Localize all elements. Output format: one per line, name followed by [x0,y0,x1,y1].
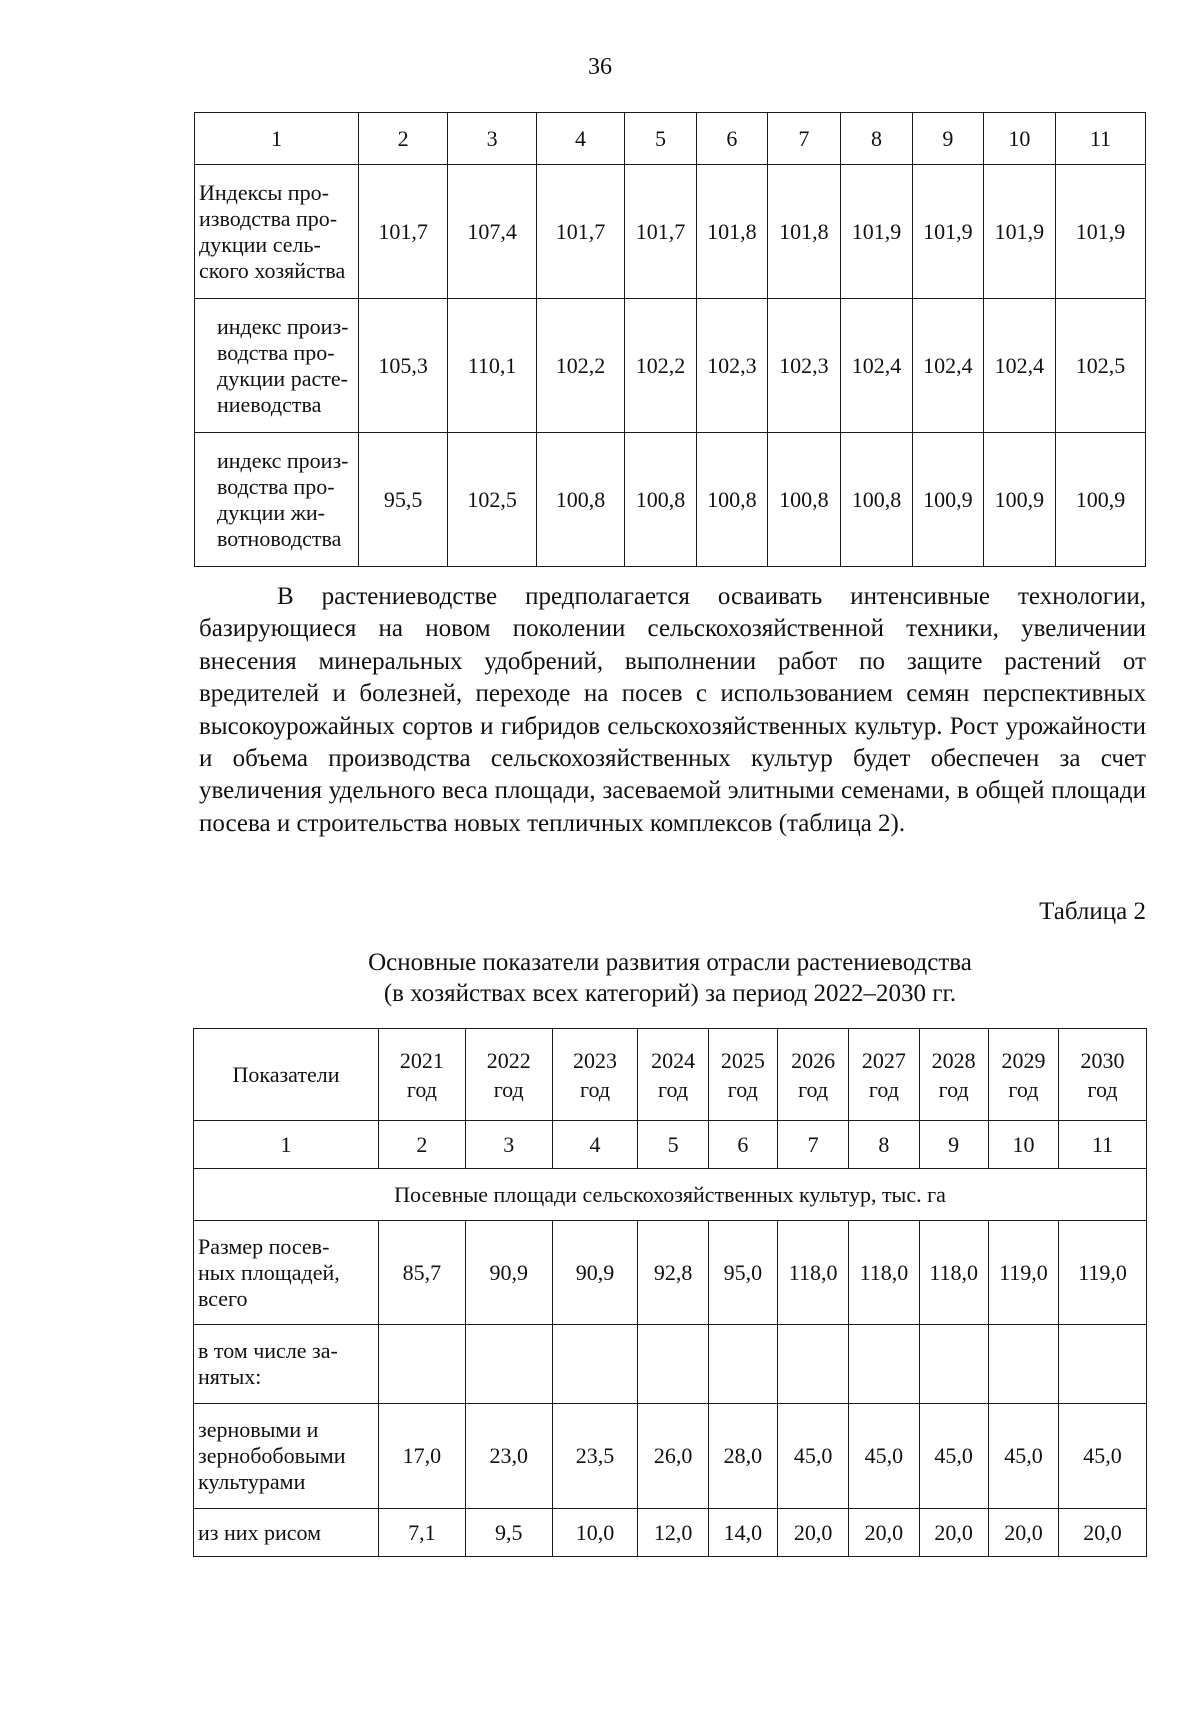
cell-value: 101,8 [767,165,840,299]
cell-value [379,1325,466,1404]
cell-value: 45,0 [849,1404,919,1509]
column-number: 4 [537,113,625,165]
cell-value: 102,5 [1055,299,1145,433]
row-label: Индексы про- изводства про- дукции сель- ского хозяйства [195,165,359,299]
cell-value: 100,8 [624,433,696,567]
cell-value: 118,0 [777,1221,848,1325]
table-row [194,1221,1147,1325]
cell-value: 102,4 [983,299,1055,433]
cell-value: 14,0 [708,1509,777,1557]
cell-value [849,1325,919,1404]
cell-value: 92,8 [638,1221,708,1325]
cell-value [988,1325,1058,1404]
cell-value: 101,7 [359,165,448,299]
table-row [195,165,1146,299]
cell-value: 9,5 [465,1509,552,1557]
column-number: 8 [849,1121,919,1169]
column-number: 7 [767,113,840,165]
cell-value: 100,8 [696,433,767,567]
column-number: 5 [638,1121,708,1169]
page-number: 36 [588,54,612,80]
cell-value: 101,7 [624,165,696,299]
cell-value: 95,5 [359,433,448,567]
cell-value: 7,1 [379,1509,466,1557]
cell-value: 45,0 [777,1404,848,1509]
cell-value: 119,0 [1059,1221,1147,1325]
cell-value: 102,2 [624,299,696,433]
cell-value: 100,8 [840,433,912,567]
column-number: 3 [465,1121,552,1169]
body-paragraph: В растениеводстве предполагается осваивать интенсивные технологии, базирующиеся на новом поколении сельскохозяйственной техники, увеличении внесения минеральных удобрений, выполнении работ по защите растений от вредителей и болезней, переходе на посев с использованием семян перспективных высокоурожайных сортов и гибридов сельскохозяйственных культур. Рост урожайности и объема производства сельскохозяйственных культур будет обеспечен за счет увеличения удельного веса площади, засеваемой элитными семенами, в общей площади посева и строительства новых тепличных комплексов (таблица 2). [199,583,1146,837]
table-header-row [194,1029,1147,1121]
cell-value: 102,3 [767,299,840,433]
cell-value: 101,9 [983,165,1055,299]
header-year: 2022 год [465,1029,552,1121]
header-year: 2028 год [919,1029,988,1121]
header-year: 2025 год [708,1029,777,1121]
table-row [194,1509,1147,1557]
column-number: 10 [983,113,1055,165]
header-year: 2024 год [638,1029,708,1121]
row-label: индекс произ- водства про- дукции жи- вотноводства [195,433,359,567]
column-number: 7 [777,1121,848,1169]
cell-value: 20,0 [849,1509,919,1557]
cell-value: 110,1 [448,299,537,433]
column-number: 10 [988,1121,1058,1169]
column-number: 3 [448,113,537,165]
cell-value: 28,0 [708,1404,777,1509]
row-label: зерновыми и зернобобовыми культурами [194,1404,379,1509]
cell-value: 45,0 [919,1404,988,1509]
cell-value: 45,0 [1059,1404,1147,1509]
cell-value: 20,0 [777,1509,848,1557]
header-year: 2021 год [379,1029,466,1121]
cell-value: 20,0 [1059,1509,1147,1557]
cell-value: 23,5 [552,1404,638,1509]
table-title: Основные показатели развития отрасли растениеводства (в хозяйствах всех категорий) за период 2022–2030 гг. [368,949,972,1007]
cell-value: 90,9 [465,1221,552,1325]
cell-value: 45,0 [988,1404,1058,1509]
cell-value [1059,1325,1147,1404]
cell-value [708,1325,777,1404]
table-section-row [194,1169,1147,1221]
cell-value: 100,9 [1055,433,1145,567]
cell-value: 107,4 [448,165,537,299]
table-row-column-numbers [195,113,1146,165]
column-number: 1 [195,113,359,165]
cell-value: 102,4 [840,299,912,433]
cell-value: 118,0 [849,1221,919,1325]
cell-value: 10,0 [552,1509,638,1557]
cell-value: 26,0 [638,1404,708,1509]
column-number: 9 [919,1121,988,1169]
header-year: 2030 год [1059,1029,1147,1121]
row-label: Размер посев- ных площадей, всего [194,1221,379,1325]
header-year: 2027 год [849,1029,919,1121]
cell-value [465,1325,552,1404]
table-row [195,299,1146,433]
cell-value: 101,8 [696,165,767,299]
cell-value: 102,5 [448,433,537,567]
column-number: 5 [624,113,696,165]
column-number: 6 [708,1121,777,1169]
cell-value: 85,7 [379,1221,466,1325]
cell-value: 90,9 [552,1221,638,1325]
row-label: из них рисом [194,1509,379,1557]
cell-value: 118,0 [919,1221,988,1325]
table-production-indices [194,112,1146,567]
section-title: Посевные площади сельскохозяйственных культур, тыс. га [194,1169,1147,1221]
cell-value: 101,9 [1055,165,1145,299]
table-crop-header [193,1028,1147,1121]
cell-value: 12,0 [638,1509,708,1557]
cell-value: 102,3 [696,299,767,433]
header-year: 2029 год [988,1029,1058,1121]
column-number: 9 [912,113,983,165]
table-row [194,1325,1147,1404]
table-row [195,433,1146,567]
cell-value: 100,8 [767,433,840,567]
cell-value [638,1325,708,1404]
column-number: 1 [194,1121,379,1169]
table-row [194,1404,1147,1509]
column-number: 6 [696,113,767,165]
cell-value: 119,0 [988,1221,1058,1325]
column-number: 4 [552,1121,638,1169]
cell-value: 100,8 [537,433,625,567]
cell-value: 20,0 [919,1509,988,1557]
column-number: 2 [379,1121,466,1169]
header-year: 2026 год [777,1029,848,1121]
cell-value [552,1325,638,1404]
cell-value: 102,4 [912,299,983,433]
cell-value: 101,9 [840,165,912,299]
cell-value: 101,7 [537,165,625,299]
row-label: в том числе за- нятых: [194,1325,379,1404]
column-number: 11 [1059,1121,1147,1169]
table-row-column-numbers [194,1121,1147,1169]
cell-value [919,1325,988,1404]
cell-value: 20,0 [988,1509,1058,1557]
cell-value: 100,9 [983,433,1055,567]
row-label: индекс произ- водства про- дукции расте- ниеводства [195,299,359,433]
column-number: 8 [840,113,912,165]
cell-value: 102,2 [537,299,625,433]
column-number: 2 [359,113,448,165]
cell-value: 100,9 [912,433,983,567]
cell-value: 23,0 [465,1404,552,1509]
column-number: 11 [1055,113,1145,165]
table-label: Таблица 2 [1039,898,1146,925]
cell-value [777,1325,848,1404]
cell-value: 95,0 [708,1221,777,1325]
header-year: 2023 год [552,1029,638,1121]
header-indicators: Показатели [194,1029,379,1121]
cell-value: 101,9 [912,165,983,299]
table-crop-indicators [193,1120,1147,1557]
cell-value: 105,3 [359,299,448,433]
cell-value: 17,0 [379,1404,466,1509]
